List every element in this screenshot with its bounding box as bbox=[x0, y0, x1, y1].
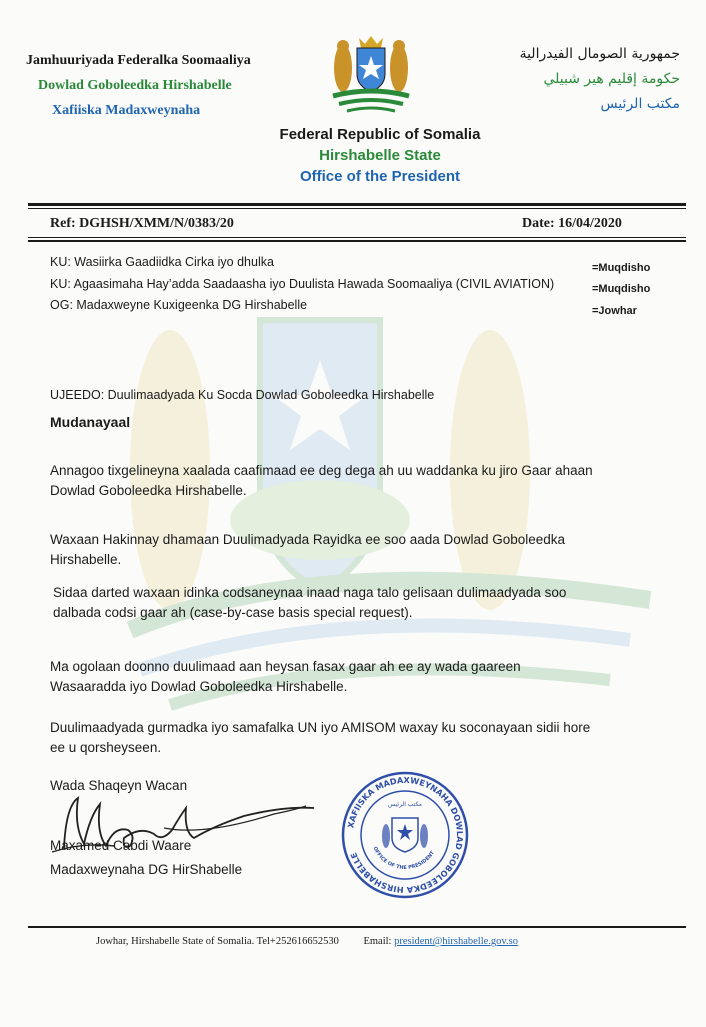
letter-date: Date: 16/04/2020 bbox=[522, 216, 622, 231]
header-rule-thick bbox=[28, 203, 686, 206]
addressee-line: KU: Agaasimaha Hay’adda Saadaasha iyo Duulista Hawada Soomaaliya (CIVIL AVIATION) bbox=[50, 277, 555, 291]
stamp-inner-text: OFFICE OF THE PRESIDENT bbox=[371, 845, 436, 872]
addressee-destination: =Muqdisho bbox=[592, 283, 651, 295]
paragraph-4 bbox=[50, 657, 640, 697]
official-stamp bbox=[340, 770, 470, 900]
ref-rule-thick bbox=[28, 240, 686, 242]
header-left bbox=[26, 48, 276, 123]
coat-of-arms-icon bbox=[325, 34, 417, 116]
subject-line: UJEEDO: Duulimaadyada Ku Socda Dowlad Goboleedka Hirshabelle bbox=[50, 388, 435, 402]
header-right-line3: مكتب الرئيس bbox=[600, 96, 680, 112]
footer bbox=[96, 936, 518, 947]
addressee-destination: =Muqdisho bbox=[592, 262, 651, 274]
stamp-arabic-text: مكتب الرئيس bbox=[387, 801, 423, 808]
paragraph-2 bbox=[50, 530, 640, 570]
paragraph-line: Sidaa darted waxaan idinka codsaneynaa inaad naga talo gelisaan dulimaadyada soo bbox=[53, 585, 567, 600]
center-title bbox=[240, 124, 520, 187]
paragraph-1 bbox=[50, 461, 640, 501]
stamp-outer-text: XAFIISKA MADAXWEYNAHA DOWLAD GOBOLEEDKA HIRSHABELLE bbox=[345, 774, 466, 896]
signatory-block bbox=[50, 834, 242, 882]
paragraph-3 bbox=[53, 583, 643, 623]
closing: Wada Shaqeyn Wacan bbox=[50, 778, 188, 793]
paragraph-line: Wasaaradda iyo Dowlad Goboleedka Hirshabelle. bbox=[50, 679, 348, 694]
signatory-title: Madaxweynaha DG HirShabelle bbox=[50, 862, 243, 877]
paragraph-line: Waxaan Hakinnay dhamaan Duulimadyada Rayidka ee soo aada Dowlad Goboleedka bbox=[50, 532, 566, 547]
signatory-name: Maxamed Cabdi Waare bbox=[50, 838, 192, 853]
footer-email-label: Email: bbox=[363, 936, 392, 947]
header-right-arabic bbox=[480, 42, 680, 117]
header-left-line2: Dowlad Goboleedka Hirshabelle bbox=[38, 78, 232, 93]
paragraph-line: dalbada codsi gaar ah (case-by-case basis special request). bbox=[53, 605, 413, 620]
paragraph-line: Hirshabelle. bbox=[50, 552, 122, 567]
footer-rule bbox=[28, 926, 686, 928]
reference-number: Ref: DGHSH/XMM/N/0383/20 bbox=[50, 216, 234, 231]
salutation: Mudanayaal bbox=[50, 414, 131, 430]
paragraph-line: Dowlad Goboleedka Hirshabelle. bbox=[50, 483, 247, 498]
header-right-line1: جمهورية الصومال الفيدرالية bbox=[519, 46, 680, 62]
paragraph-line: Duulimaadyada gurmadka iyo samafalka UN iyo AMISOM waxay ku soconayaan sidii hore bbox=[50, 720, 591, 735]
center-title-line1: Federal Republic of Somalia bbox=[279, 126, 481, 143]
paragraph-line: ee u qorsheyseen. bbox=[50, 740, 162, 755]
paragraph-5 bbox=[50, 718, 640, 758]
header-left-line1: Jamhuuriyada Federalka Soomaaliya bbox=[26, 53, 251, 68]
ref-rule-thin bbox=[28, 237, 686, 238]
addressee-line: KU: Wasiirka Gaadiidka Cirka iyo dhulka bbox=[50, 255, 274, 269]
svg-text:OFFICE OF THE PRESIDENT bbox=[372, 846, 437, 871]
header-rule-thin bbox=[28, 208, 686, 209]
addressee-line: OG: Madaxweyne Kuxigeenka DG Hirshabelle bbox=[50, 298, 308, 312]
footer-email-link[interactable]: president@hirshabelle.gov.so bbox=[394, 936, 518, 947]
center-title-line3: Office of the President bbox=[299, 168, 461, 185]
addressee-destination: =Jowhar bbox=[592, 305, 637, 317]
paragraph-line: Ma ogolaan doonno duulimaad aan heysan fasax gaar ah ee ay wada gaareen bbox=[50, 659, 521, 674]
footer-address: Jowhar, Hirshabelle State of Somalia. Tel+252616652530 bbox=[96, 936, 339, 947]
paragraph-line: Annagoo tixgelineyna xaalada caafimaad ee deg dega ah uu waddanka ku jiro Gaar ahaan bbox=[50, 463, 593, 478]
header-left-line3: Xafiiska Madaxweynaha bbox=[52, 103, 201, 118]
center-title-line2: Hirshabelle State bbox=[319, 147, 441, 164]
header-right-line2: حكومة إقليم هير شبيلي bbox=[543, 71, 680, 87]
